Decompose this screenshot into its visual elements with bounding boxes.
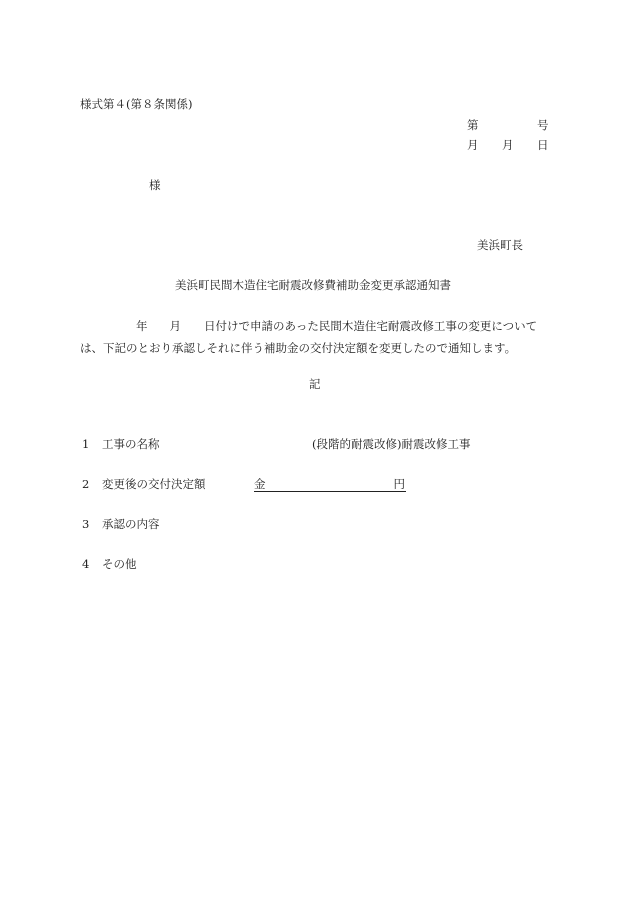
body-line-1 (80, 315, 555, 337)
item-number: 2 (82, 477, 90, 491)
doc-number-prefix: 第 (467, 118, 479, 132)
date-day: 日 (537, 138, 549, 152)
document-title: 美浜町民間木造住宅耐震改修費補助金変更承認通知書 (175, 278, 451, 292)
body-date-year: 年 (136, 319, 148, 333)
amount-prefix: 金 (254, 477, 266, 491)
body-date-month: 月 (169, 319, 181, 333)
project-name-value: (段階的耐震改修)耐震改修工事 (312, 437, 471, 451)
item-label-approval-content: 承認の内容 (102, 517, 160, 531)
item-label-project-name: 工事の名称 (102, 437, 160, 451)
amount-field (254, 477, 406, 492)
item-label-other: その他 (102, 557, 137, 571)
issuer-name: 美浜町長 (477, 238, 523, 252)
amount-suffix: 円 (393, 477, 405, 491)
body-line-1-text: 日付けで申請のあった民間木造住宅耐震改修工事の変更について (204, 319, 538, 333)
recipient-honorific: 様 (149, 178, 161, 192)
body-paragraph (80, 315, 555, 359)
doc-number-suffix: 号 (537, 118, 549, 132)
body-line-2: は、下記のとおり承認しそれに伴う補助金の交付決定額を変更したので通知します。 (80, 341, 517, 355)
date-month: 月 (502, 138, 514, 152)
item-label-amount: 変更後の交付決定額 (102, 477, 206, 491)
item-number: 1 (82, 437, 90, 451)
form-label: 様式第４(第８条関係) (80, 97, 193, 111)
item-number: 3 (82, 517, 90, 531)
item-number: 4 (82, 557, 90, 571)
ki-heading: 記 (309, 377, 321, 391)
date-year: 月 (467, 138, 479, 152)
